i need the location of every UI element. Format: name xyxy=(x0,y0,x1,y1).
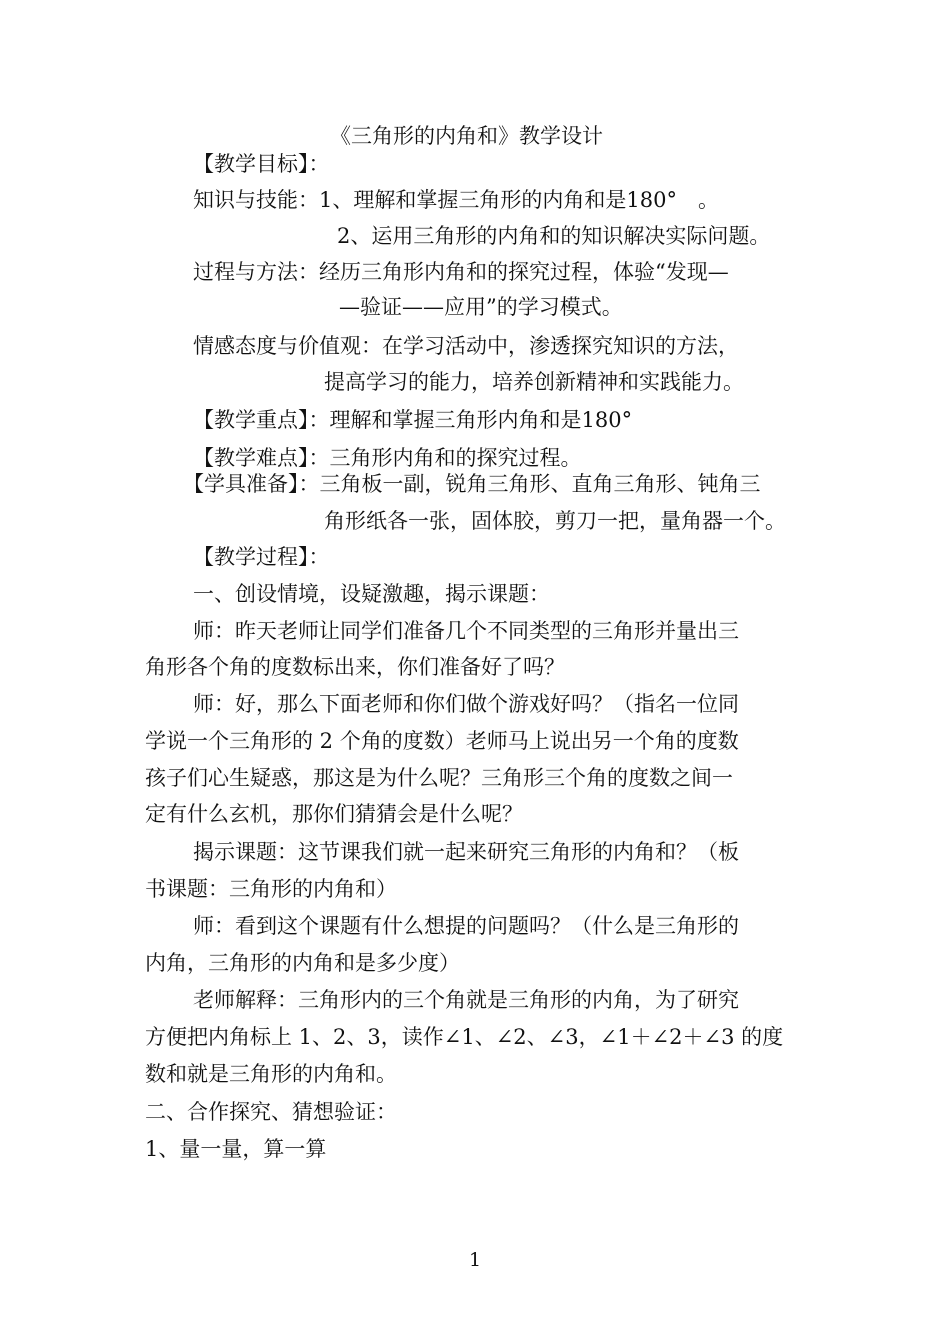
goals-header: 【教学目标】： xyxy=(193,152,330,176)
emotion-line-2: 提高学习的能力，培养创新精神和实践能力。 xyxy=(324,370,744,394)
tools-line-2: 角形纸各一张，固体胶，剪刀一把，量角器一个。 xyxy=(324,509,786,533)
paragraph-5-line-1: 老师解释：三角形内的三个角就是三角形的内角，为了研究 xyxy=(193,988,739,1012)
emotion-line-1: 情感态度与价值观：在学习活动中，渗透探究知识的方法， xyxy=(193,334,739,358)
section-2-heading: 二、合作探究、猜想验证： xyxy=(145,1100,397,1124)
paragraph-3-line-2: 书课题：三角形的内角和） xyxy=(145,877,397,901)
paragraph-1-line-2: 角形各个角的度数标出来，你们准备好了吗？ xyxy=(145,655,565,679)
paragraph-4-line-1: 师：看到这个课题有什么想提的问题吗？（什么是三角形的 xyxy=(193,914,739,938)
paragraph-2-line-1: 师：好，那么下面老师和你们做个游戏好吗？（指名一位同 xyxy=(193,692,739,716)
paragraph-2-line-3: 孩子们心生疑惑，那这是为什么呢？三角形三个角的度数之间一 xyxy=(145,766,733,790)
paragraph-5-line-2: 方便把内角标上 1、2、3，读作∠1、∠2、∠3，∠1＋∠2＋∠3 的度 xyxy=(145,1025,784,1049)
page-number: 1 xyxy=(468,1249,482,1271)
paragraph-5-line-3: 数和就是三角形的内角和。 xyxy=(145,1062,397,1086)
paragraph-1-line-1: 师：昨天老师让同学们准备几个不同类型的三角形并量出三 xyxy=(193,619,739,643)
key-point: 【教学重点】：理解和掌握三角形内角和是180° xyxy=(193,408,633,432)
skill-line-1: 知识与技能：1、理解和掌握三角形的内角和是180° 。 xyxy=(193,188,719,212)
difficulty: 【教学难点】：三角形内角和的探究过程。 xyxy=(193,446,582,470)
subsection-1-heading: 1、量一量，算一算 xyxy=(145,1137,327,1161)
method-line-2: —验证——应用”的学习模式。 xyxy=(339,295,623,319)
doc-title: 《三角形的内角和》教学设计 xyxy=(330,124,603,148)
skill-line-2: 2、运用三角形的内角和的知识解决实际问题。 xyxy=(337,224,771,248)
paragraph-4-line-2: 内角，三角形的内角和是多少度） xyxy=(145,951,460,975)
paragraph-2-line-4: 定有什么玄机，那你们猜猜会是什么呢？ xyxy=(145,802,523,826)
paragraph-2-line-2: 学说一个三角形的 2 个角的度数）老师马上说出另一个角的度数 xyxy=(145,729,739,753)
method-line-1: 过程与方法：经历三角形内角和的探究过程，体验“发现— xyxy=(193,260,729,284)
section-1-heading: 一、创设情境，设疑激趣，揭示课题： xyxy=(193,582,550,606)
paragraph-3-line-1: 揭示课题：这节课我们就一起来研究三角形的内角和？（板 xyxy=(193,840,739,864)
tools-line-1: 【学具准备】：三角板一副，锐角三角形、直角三角形、钝角三 xyxy=(183,472,761,496)
process-header: 【教学过程】： xyxy=(193,545,330,569)
